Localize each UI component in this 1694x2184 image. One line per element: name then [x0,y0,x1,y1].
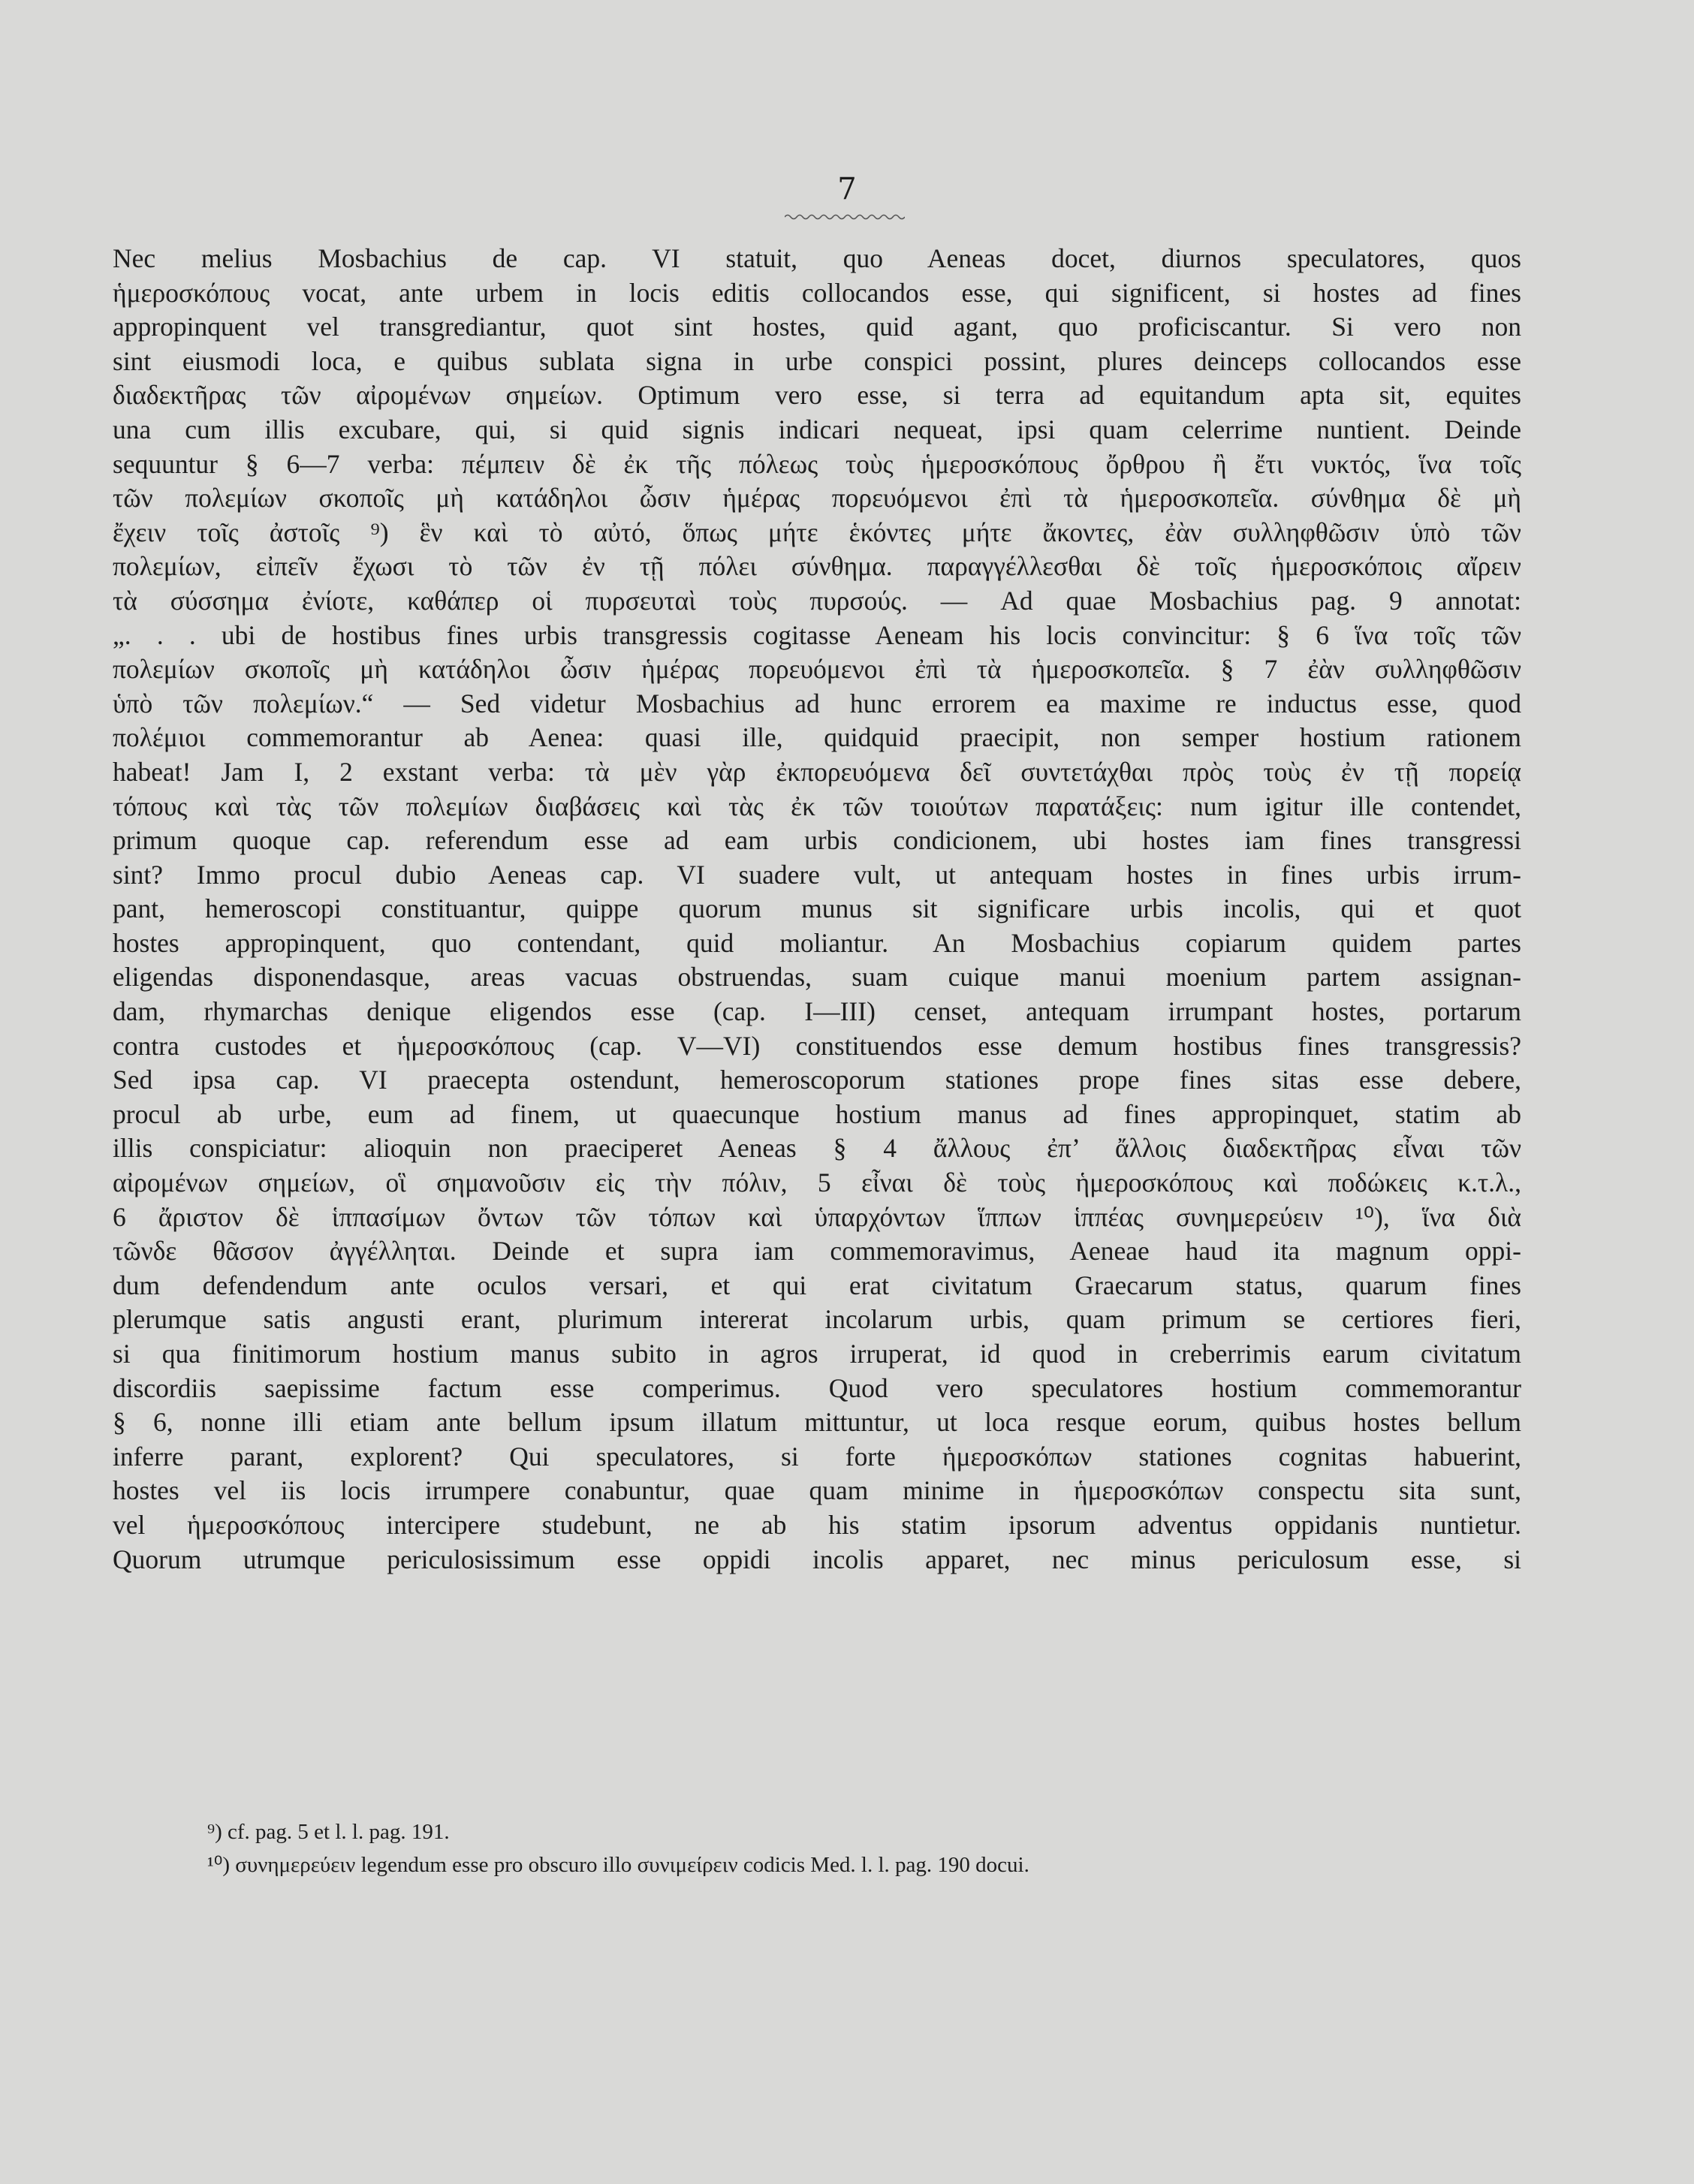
text-line: Sed ipsa cap. VI praecepta ostendunt, hemeroscoporum stationes prope fines sitas esse debere, [113,1065,1521,1095]
text-line: eligendas disponendasque, areas vacuas obstruendas, suam cuique manui moenium partem assignan- [113,962,1521,993]
text-line: sint? Immo procul dubio Aeneas cap. VI suadere vult, ut antequam hostes in fines urbis irrum- [113,859,1521,890]
text-line: τῶν πολεμίων σκοποῖς μὴ κατάδηλοι ὦσιν ἡμέρας πορευόμενοι ἐπὶ τὰ ἡμεροσκοπεῖα. σύνθημα δὲ μὴ [113,483,1521,514]
text-line: πολέμιοι commemorantur ab Aenea: quasi ille, quidquid praecipit, non semper hostium rationem [113,722,1521,753]
text-line: dam, rhymarchas denique eligendos esse (cap. I—III) censet, antequam irrumpant hostes, portarum [113,996,1521,1027]
text-line: una cum illis excubare, qui, si quid signis indicari nequeat, ipsi quam celerrime nuntient. Deinde [113,414,1521,444]
text-line: πολεμίων, εἰπεῖν ἔχωσι τὸ τῶν ἐν τῇ πόλει σύνθημα. παραγγέλλεσθαι δὲ τοῖς ἡμεροσκόποις αἴρειν [113,551,1521,582]
body-text [113,242,1521,1611]
text-line: habeat! Jam I, 2 exstant verba: τὰ μὲν γὰρ ἐκπορευόμενα δεῖ συντετάχθαι πρὸς τοὺς ἐν τῇ πορείᾳ [113,756,1521,787]
footnote-9: ⁹) cf. pag. 5 et l. l. pag. 191. [207,1820,450,1844]
text-line: appropinquent vel transgrediantur, quot sint hostes, quid agant, quo proficiscantur. Si vero non [113,312,1521,342]
text-line: ἔχειν τοῖς ἀστοῖς ⁹) ἓν καὶ τὸ αὐτό, ὅπως μήτε ἑκόντες μήτε ἄκοντες, ἐὰν συλληφθῶσιν ὑπὸ τῶν [113,517,1521,547]
text-line [113,1577,1521,1611]
text-line: „. . . ubi de hostibus fines urbis transgressis cogitasse Aeneam his locis convincitur: § 6 ἵνα τοῖς τῶν [113,619,1521,650]
text-line: ἡμεροσκόπους vocat, ante urbem in locis editis collocandos esse, qui significent, si hostes ad fines [113,277,1521,308]
text-line: τὰ σύσσημα ἐνίοτε, καθάπερ οἱ πυρσευταὶ τοὺς πυρσούς. — Ad quae Mosbachius pag. 9 annotat: [113,585,1521,616]
text-line: procul ab urbe, eum ad finem, ut quaecunque hostium manus ad fines appropinquet, statim ab [113,1098,1521,1129]
footnotes [207,1815,1409,1881]
decorative-wavy-rule [785,212,905,221]
text-line: § 6, nonne illi etiam ante bellum ipsum illatum mittuntur, ut loca resque eorum, quibus hostes bellum [113,1407,1521,1438]
text-line: 6 ἄριστον δὲ ἱππασίμων ὄντων τῶν τόπων καὶ ὑπαρχόντων ἵππων ἱππέας συνημερεύειν ¹⁰), ἵνα διὰ [113,1201,1521,1232]
text-line: διαδεκτῆρας τῶν αἰρομένων σημείων. Optimum vero esse, si terra ad equitandum apta sit, equites [113,380,1521,411]
text-line: primum quoque cap. referendum esse ad eam urbis condicionem, ubi hostes iam fines transgressi [113,825,1521,856]
text-line: vel ἡμεροσκόπους intercipere studebunt, ne ab his statim ipsorum adventus oppidanis nuntietur. [113,1509,1521,1540]
text-line: pant, hemeroscopi constituantur, quippe quorum munus sit significare urbis incolis, qui et quot [113,893,1521,924]
footnote-10: ¹⁰) συνημερεύειν legendum esse pro obscuro illo συνιμείρειν codicis Med. l. l. pag. 190 docui. [207,1853,1029,1877]
text-line: πολεμίων σκοποῖς μὴ κατάδηλοι ὦσιν ἡμέρας πορευόμενοι ἐπὶ τὰ ἡμεροσκοπεῖα. § 7 ἐὰν συλληφθῶσιν [113,654,1521,685]
text-line: sequuntur § 6—7 verba: πέμπειν δὲ ἐκ τῆς πόλεως τοὺς ἡμεροσκόπους ὄρθρου ἢ ἔτι νυκτός, ἵνα τοῖς [113,448,1521,479]
text-line: αἰρομένων σημείων, οἳ σημανοῦσιν εἰς τὴν πόλιν, 5 εἶναι δὲ τοὺς ἡμεροσκόπους καὶ ποδώκεις κ.τ.λ., [113,1167,1521,1198]
text-line: Nec melius Mosbachius de cap. VI statuit, quo Aeneas docet, diurnos speculatores, quos [113,243,1521,273]
page-number: 7 [837,172,857,206]
text-line: si qua finitimorum hostium manus subito in agros irruperat, id quod in creberrimis earum civitatum [113,1339,1521,1369]
text-line: τῶνδε θᾶσσον ἀγγέλληται. Deinde et supra iam commemoravimus, Aeneae haud ita magnum oppi- [113,1236,1521,1267]
text-line: plerumque satis angusti erant, plurimum intererat incolarum urbis, quam primum se certiores fieri, [113,1304,1521,1335]
text-line: ὑπὸ τῶν πολεμίων.“ — Sed videtur Mosbachius ad hunc errorem ea maxime re inductus esse, quod [113,688,1521,718]
text-line: contra custodes et ἡμεροσκόπους (cap. V—VI) constituendos esse demum hostibus fines transgressis? [113,1030,1521,1061]
text-line: inferre parant, explorent? Qui speculatores, si forte ἡμεροσκόπων stationes cognitas habuerint, [113,1441,1521,1472]
text-line: dum defendendum ante oculos versari, et qui erat civitatum Graecarum status, quarum fines [113,1270,1521,1300]
text-line: Quorum utrumque periculosissimum esse oppidi incolis apparet, nec minus periculosum esse, si [113,1544,1521,1574]
text-line: hostes appropinquent, quo contendant, quid moliantur. An Mosbachius copiarum quidem partes [113,927,1521,958]
text-line: hostes vel iis locis irrumpere conabuntur, quae quam minime in ἡμεροσκόπων conspectu sita sunt, [113,1475,1521,1506]
text-line: sint eiusmodi loca, e quibus sublata signa in urbe conspici possint, plures deinceps collocandos esse [113,345,1521,376]
text-line: illis conspiciatur: alioquin non praeciperet Aeneas § 4 ἄλλους ἐπ’ ἄλλοις διαδεκτῆρας εἶναι τῶν [113,1133,1521,1164]
text-line: τόπους καὶ τὰς τῶν πολεμίων διαβάσεις καὶ τὰς ἐκ τῶν τοιούτων παρατάξεις: num igitur ille contendet, [113,791,1521,821]
text-line: discordiis saepissime factum esse comperimus. Quod vero speculatores hostium commemorantur [113,1372,1521,1403]
